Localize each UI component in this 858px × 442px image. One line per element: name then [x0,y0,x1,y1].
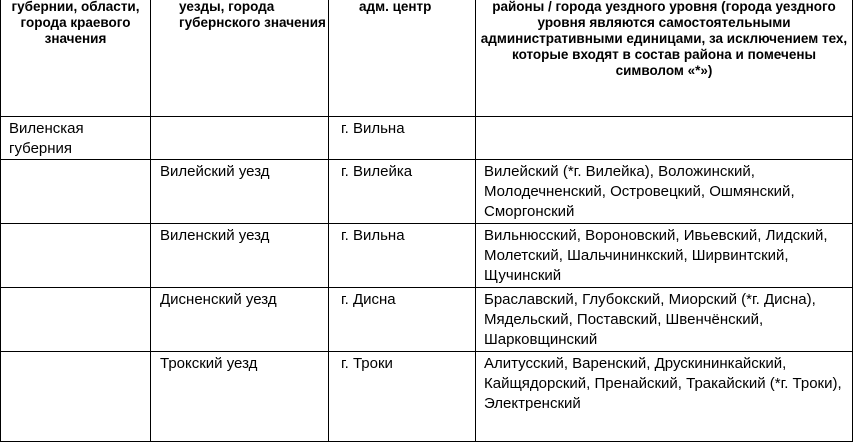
header-uyezds: уезды, города губернского значения [151,0,329,117]
governorate-cell [1,160,151,224]
uyezd-cell [151,117,329,160]
header-admin-center: адм. центр [329,0,476,117]
governorate-cell [1,224,151,288]
districts-cell [476,117,853,160]
table-row [1,352,853,442]
uyezd-cell: Вилейский уезд [151,160,329,224]
governorate-cell: Виленская губерния [1,117,151,160]
center-cell: г. Дисна [329,288,476,352]
center-cell: г. Вильна [329,224,476,288]
districts-cell: Вилейский (*г. Вилейка), Воложинский, Молодечненский, Островецкий, Ошмянский, Сморгонский [476,160,853,224]
table-row [1,224,853,288]
center-cell: г. Вильна [329,117,476,160]
center-cell: г. Троки [329,352,476,442]
governorate-cell [1,288,151,352]
header-districts: районы / города уездного уровня (города уездного уровня являются самостоятельными административными единицами, за исключением тех, которые входят в состав района и помечены символом «*») [476,0,853,117]
districts-cell: Браславский, Глубокский, Миорский (*г. Дисна), Мядельский, Поставский, Швенчёнский, Шарковщинский [476,288,853,352]
center-cell: г. Вилейка [329,160,476,224]
districts-cell: Алитусский, Варенский, Друскининкайский, Кайщядорский, Пренайский, Тракайский (*г. Троки), Электренский [476,352,853,442]
table-row [1,117,853,160]
uyezd-cell: Виленский уезд [151,224,329,288]
header-governorates: губернии, области, города краевого значения [1,0,151,117]
table-row [1,160,853,224]
uyezd-cell: Трокский уезд [151,352,329,442]
table-header-row [1,0,853,117]
governorate-cell [1,352,151,442]
uyezd-cell: Дисненский уезд [151,288,329,352]
districts-cell: Вильнюсский, Вороновский, Ивьевский, Лидский, Молетский, Шальчининкский, Ширвинтский, Щучинский [476,224,853,288]
table-row [1,288,853,352]
